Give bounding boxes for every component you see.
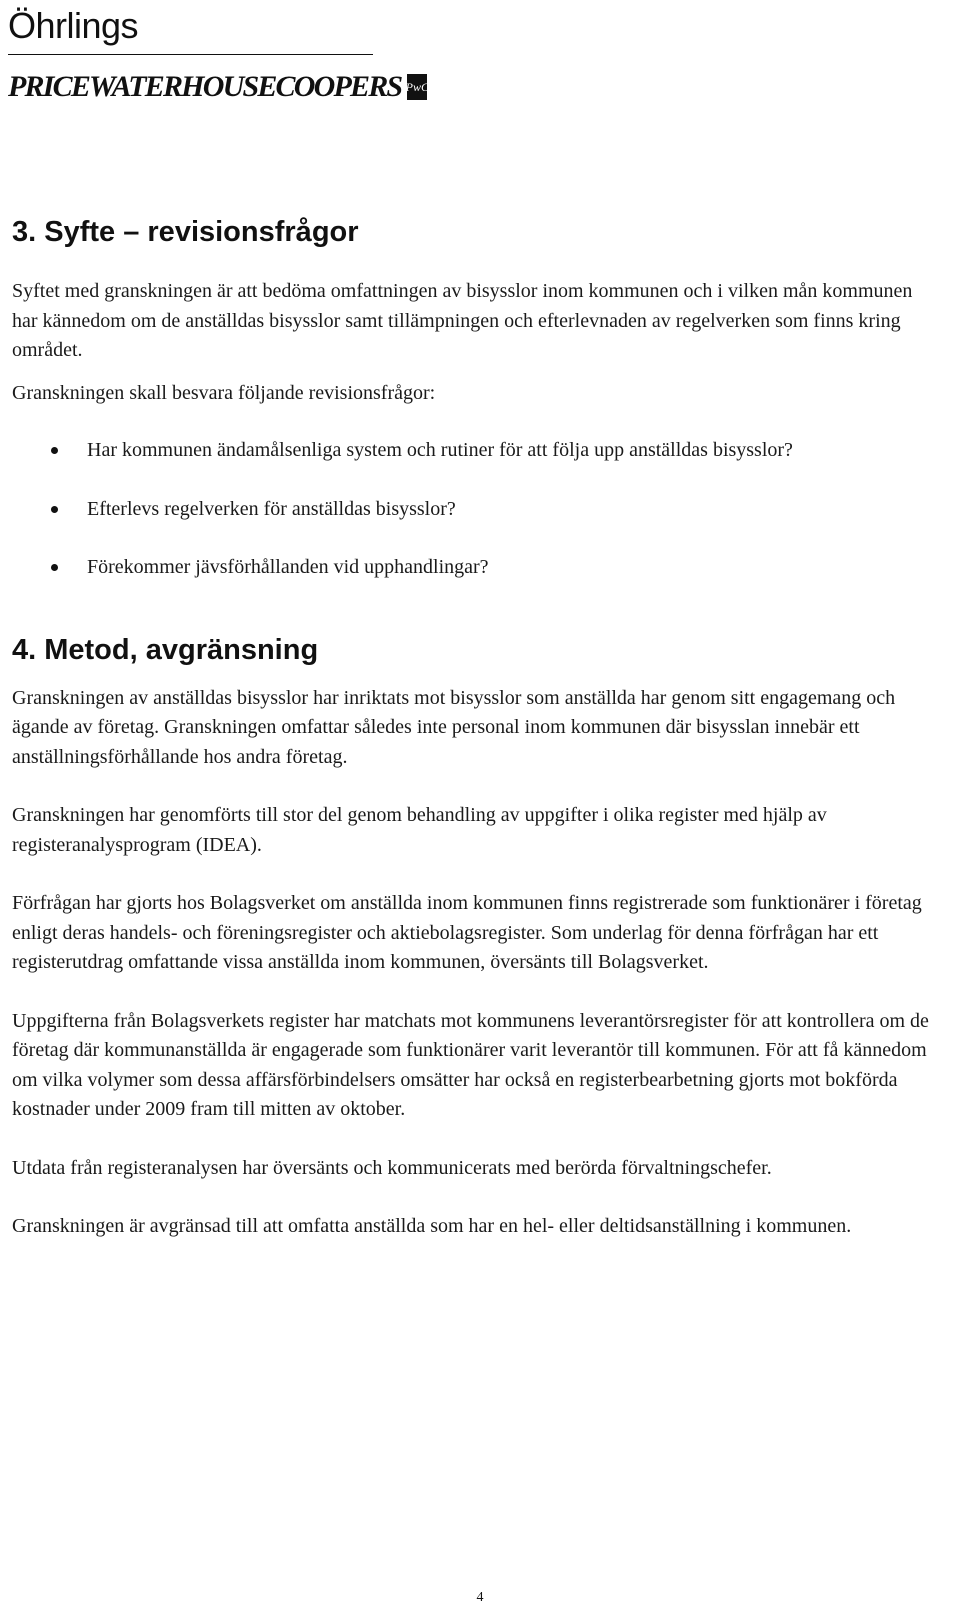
list-item-text: Efterlevs regelverken för anställdas bisysslor?: [87, 497, 456, 520]
logo-pwc-text: PRICEWATERHOUSECOOPERS: [8, 70, 402, 103]
logo-divider: [8, 54, 373, 55]
section-4-paragraph: Granskningen av anställdas bisysslor har inriktats mot bisysslor som anställda har genom sitt engagemang och ägande av företag. Granskningen omfattar således inte personal inom kommunen där bisysslan innebär ett anställningsförhållande hos andra företag.: [12, 686, 896, 768]
section-4-paragraph: Uppgifterna från Bolagsverkets register har matchats mot kommunens leverantörsregister för att kontrollera om de företag där kommunanställda är engagerade som funktionärer varit leverantör till kommunen. För att få kännedom om vilka volymer som dessa affärsförbindelsers omsätter har också en registerbearbetning gjorts mot bokförda kostnader under 2009 fram till mitten av oktober.: [12, 1009, 929, 1120]
section-4-paragraph: Granskningen har genomförts till stor del genom behandling av uppgifter i olika register med hjälp av registeranalysprogram (IDEA).: [12, 804, 827, 856]
page-number: 4: [476, 1590, 484, 1605]
logo-seal-icon: PwC: [407, 74, 427, 100]
company-logo: [8, 4, 429, 111]
list-item: [12, 495, 932, 525]
section-3-paragraph: Syftet med granskningen är att bedöma omfattningen av bisysslor inom kommunen och i vilken mån kommunen har kännedom om de anställdas bisysslor samt tillämpningen och efterlevnaden av regelverken som finns kring området.: [12, 280, 913, 361]
list-item-text: Förekommer jävsförhållanden vid upphandlingar?: [87, 556, 489, 578]
bullet-icon: [51, 506, 58, 513]
section-3-heading: 3. Syfte – revisionsfrågor: [12, 216, 359, 248]
revision-questions-list: [12, 436, 932, 583]
list-item-text: Har kommunen ändamålsenliga system och rutiner för att följa upp anställdas bisysslor?: [87, 439, 793, 461]
logo-ohrlings-text: Öhrlings: [8, 5, 139, 46]
section-4-heading: 4. Metod, avgränsning: [12, 633, 319, 666]
section-4-paragraph: Granskningen är avgränsad till att omfatta anställda som har en hel- eller deltidsanställning i kommunen.: [12, 1215, 852, 1237]
section-4-paragraph: Förfrågan har gjorts hos Bolagsverket om anställda inom kommunen finns registrerade som funktionärer i företag enligt deras handels- och föreningsregister och aktiebolagsregister. Som underlag för denna förfrågan har ett registerutdrag omfattande vissa anställda inom kommunen, översänts till Bolagsverket.: [12, 892, 922, 973]
list-item: [12, 436, 932, 466]
bullet-icon: [51, 564, 58, 571]
section-3-intro: Granskningen skall besvara följande revisionsfrågor:: [12, 381, 436, 404]
bullet-icon: [51, 447, 58, 454]
document-body: [12, 214, 932, 1242]
section-4-paragraph: Utdata från registeranalysen har översänts och kommunicerats med berörda förvaltningschefer.: [12, 1156, 772, 1179]
logo-pwc-row: [8, 63, 429, 111]
list-item: [12, 553, 932, 583]
